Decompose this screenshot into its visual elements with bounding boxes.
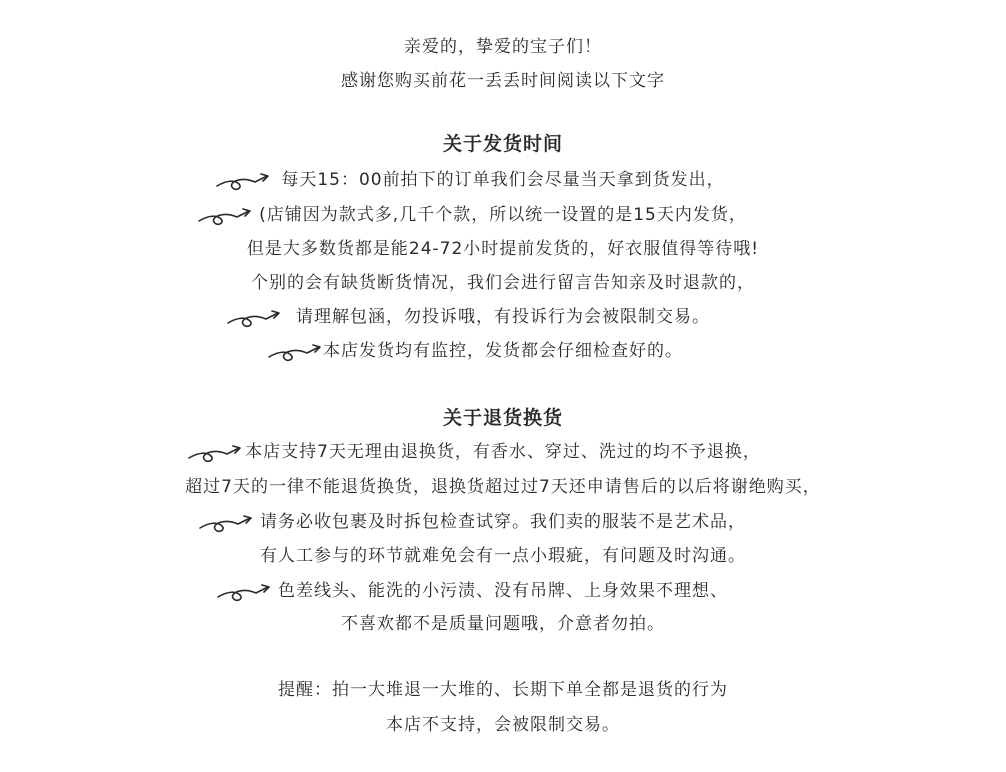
shipping-text-4: 个别的会有缺货断货情况，我们会进行留言告知亲及时退款的，: [251, 273, 755, 293]
returns-line-4: [0, 545, 1006, 567]
greeting-text-2: 感谢您购买前花一丢丢时间阅读以下文字: [341, 71, 665, 91]
reminder-line-1: [0, 679, 1006, 701]
shipping-line-5: [0, 306, 1006, 328]
shipping-heading-text: 关于发货时间: [442, 133, 563, 155]
swirl-arrow-icon: [197, 205, 255, 227]
returns-line-5-label: 色差线头、能洗的小污渍、没有吊牌、上身效果不理想、: [278, 581, 728, 601]
swirl-arrow-icon: [198, 512, 256, 534]
swirl-arrow-icon: [226, 307, 284, 329]
shipping-line-5-label: 请理解包涵，勿投诉哦，有投诉行为会被限制交易。: [296, 307, 710, 327]
shipping-text-3: 但是大多数货都是能24-72小时提前发货的，好衣服值得等待哦!: [246, 239, 760, 259]
returns-line-6: [0, 613, 1006, 635]
shipping-text-2: [259, 204, 747, 226]
shipping-heading: [0, 133, 1006, 155]
returns-line-1-label: 本店支持7天无理由退换货，有香水、穿过、洗过的均不予退换，: [245, 442, 761, 462]
returns-heading-text: 关于退货换货: [442, 407, 563, 429]
shipping-line-4: [0, 272, 1006, 294]
swirl-arrow-icon: [215, 170, 273, 192]
shipping-line-6-label: 本店发货均有监控，发货都会仔细检查好的。: [323, 341, 683, 361]
shipping-line-2-label: (店铺因为款式多,几千个款，所以统一设置的是15天内发货，: [259, 205, 747, 225]
swirl-arrow-icon: [216, 581, 274, 603]
returns-text-3: [260, 511, 746, 533]
shipping-line-6: [0, 340, 1006, 362]
returns-line-3: [0, 511, 1006, 533]
shipping-text-6: [323, 340, 683, 362]
returns-line-2: [0, 476, 1006, 498]
returns-text-5: [278, 580, 728, 602]
shipping-line-2: [0, 204, 1006, 226]
shipping-text-1: [281, 169, 724, 191]
returns-text-4: 有人工参与的环节就难免会有一点小瑕疵，有问题及时沟通。: [260, 546, 746, 566]
shipping-line-1-label: 每天15：00前拍下的订单我们会尽量当天拿到货发出，: [281, 170, 725, 190]
returns-text-2: 超过7天的一律不能退货换货，退换货超过过7天还申请售后的以后将谢绝购买，: [185, 477, 821, 497]
returns-line-5: [0, 580, 1006, 602]
returns-text-1: [245, 441, 761, 463]
shipping-line-3: [0, 238, 1006, 260]
returns-line-3-label: 请务必收包裹及时拆包检查试穿。我们卖的服装不是艺术品，: [260, 512, 746, 532]
shipping-text-5: [296, 306, 710, 328]
returns-heading: [0, 407, 1006, 429]
greeting-line-1: [0, 36, 1006, 58]
reminder-line-2: [0, 714, 1006, 736]
greeting-line-2: [0, 70, 1006, 92]
reminder-text-1: 提醒：拍一大堆退一大堆的、长期下单全都是退货的行为: [278, 680, 728, 700]
swirl-arrow-icon: [187, 442, 245, 464]
shipping-line-1: [0, 169, 1006, 191]
returns-line-1: [0, 441, 1006, 463]
greeting-text-1: 亲爱的，挚爱的宝子们！: [404, 37, 602, 57]
swirl-arrow-icon: [267, 341, 325, 363]
reminder-text-2: 本店不支持，会被限制交易。: [386, 715, 620, 735]
returns-text-6: 不喜欢都不是质量问题哦，介意者勿拍。: [341, 614, 665, 634]
